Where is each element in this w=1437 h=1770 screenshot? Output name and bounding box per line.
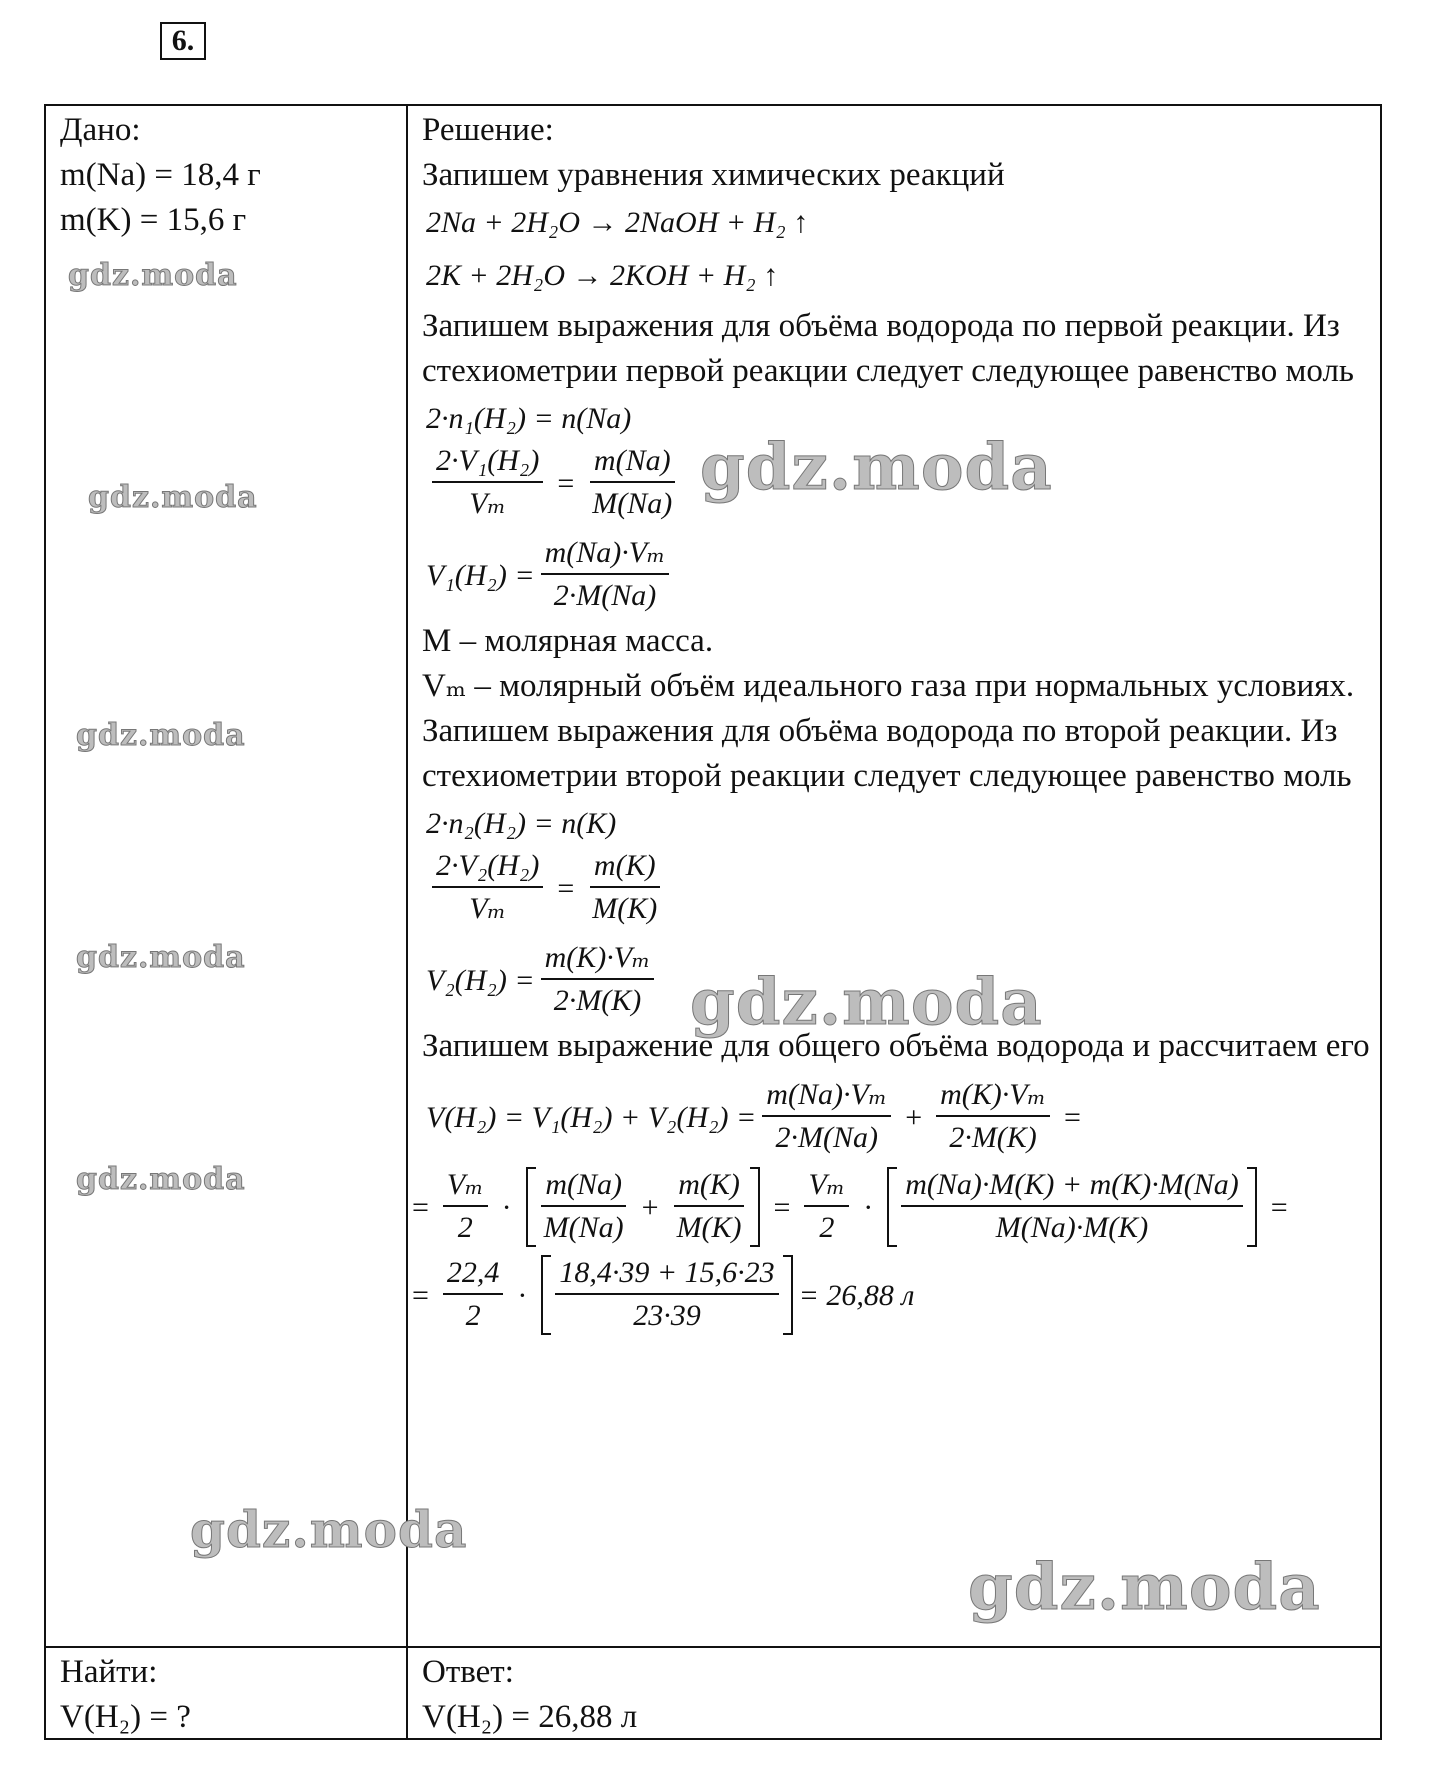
fraction bbox=[936, 1077, 1050, 1157]
equation-lhs: V₂(H₂) = bbox=[426, 963, 535, 997]
denominator: 2 bbox=[819, 1211, 835, 1244]
equals-sign: = bbox=[557, 466, 575, 500]
numerator: 22,4 bbox=[443, 1255, 504, 1295]
fraction bbox=[901, 1167, 1243, 1247]
bracket-group bbox=[887, 1167, 1257, 1247]
given-cell bbox=[60, 108, 400, 243]
fraction bbox=[540, 1167, 628, 1247]
denominator: M(K) bbox=[592, 892, 658, 925]
fraction bbox=[443, 1167, 488, 1247]
numerator: m(K)·Vₘ bbox=[541, 940, 655, 980]
equation-lhs: V(H₂) = V₁(H₂) + V₂(H₂) = bbox=[426, 1100, 757, 1134]
fraction bbox=[541, 940, 655, 1020]
denominator: 2·M(K) bbox=[949, 1121, 1037, 1154]
numerator: m(K) bbox=[674, 1167, 744, 1207]
numerator: Vₘ bbox=[804, 1167, 849, 1207]
denominator: 2 bbox=[457, 1211, 473, 1244]
denominator: M(K) bbox=[676, 1211, 742, 1244]
result-value: = 26,88 л bbox=[798, 1278, 915, 1312]
denominator: Vₘ bbox=[469, 892, 507, 925]
equation-moles-1: 2·n₁(H₂) = n(Na) bbox=[426, 402, 632, 435]
equals-sign: = bbox=[557, 871, 575, 905]
dot-sign: · bbox=[517, 1278, 528, 1312]
denominator: 2 bbox=[465, 1299, 481, 1332]
equation-total-volume-expanded bbox=[412, 1167, 1372, 1247]
answer-cell bbox=[422, 1650, 1372, 1740]
find-cell bbox=[60, 1650, 400, 1740]
watermark: gdz.moda bbox=[700, 430, 1053, 505]
watermark: gdz.moda bbox=[76, 718, 246, 753]
row-divider bbox=[46, 1646, 1380, 1648]
numerator: m(Na) bbox=[541, 1167, 626, 1207]
plus-sign: + bbox=[641, 1190, 659, 1224]
paragraph-total-volume: Запишем выражение для общего объёма водорода и рассчитаем его bbox=[422, 1028, 1370, 1064]
numerator: m(Na)·Vₘ bbox=[762, 1077, 891, 1117]
denominator: M(Na) bbox=[592, 487, 673, 520]
numerator: m(Na)·M(K) + m(K)·M(Na) bbox=[901, 1167, 1243, 1207]
task-number: 6. bbox=[160, 22, 206, 60]
definition-molar-volume: Vₘ – молярный объём идеального газа при нормальных условиях. bbox=[422, 668, 1355, 704]
numerator: 18,4·39 + 15,6·23 bbox=[555, 1255, 778, 1295]
equation-volume-ratio-1 bbox=[426, 443, 1372, 523]
equation-total-volume bbox=[426, 1077, 1372, 1157]
fraction bbox=[762, 1077, 891, 1157]
solution-intro: Запишем уравнения химических реакций bbox=[422, 157, 1005, 193]
bracket-group bbox=[526, 1167, 760, 1247]
denominator: 2·M(K) bbox=[553, 984, 642, 1017]
fraction bbox=[588, 848, 661, 928]
dot-sign: · bbox=[863, 1190, 874, 1224]
denominator: Vₘ bbox=[469, 487, 507, 520]
denominator: M(Na) bbox=[543, 1211, 624, 1244]
definition-molar-mass: M – молярная масса. bbox=[422, 623, 714, 659]
numerator: m(K)·Vₘ bbox=[936, 1077, 1050, 1117]
numerator: m(K) bbox=[590, 848, 660, 888]
equals-sign: = bbox=[412, 1190, 429, 1224]
paragraph-second-reaction: Запишем выражения для объёма водорода по второй реакции. Из стехиометрии второй реакции следует следующее равенство моль bbox=[422, 713, 1352, 794]
equation-moles-2: 2·n₂(H₂) = n(K) bbox=[426, 807, 617, 840]
watermark: gdz.moda bbox=[76, 1162, 246, 1197]
fraction bbox=[555, 1255, 778, 1335]
equation-volume-2 bbox=[426, 940, 1372, 1020]
fraction bbox=[432, 848, 543, 928]
equation-volume-1 bbox=[426, 535, 1372, 615]
bracket-group bbox=[541, 1255, 792, 1335]
answer-title: Ответ: bbox=[422, 1654, 514, 1690]
equals-sign: = bbox=[1270, 1190, 1288, 1224]
fraction bbox=[673, 1167, 746, 1247]
fraction bbox=[432, 443, 543, 523]
equation-numeric-result bbox=[412, 1255, 1372, 1335]
numerator: m(Na) bbox=[590, 443, 675, 483]
equation-lhs: V₁(H₂) = bbox=[426, 558, 535, 592]
fraction bbox=[541, 535, 670, 615]
reaction-2: 2K + 2H₂O → 2KOH + H₂ ↑ bbox=[426, 259, 779, 292]
reaction-1: 2Na + 2H₂O → 2NaOH + H₂ ↑ bbox=[426, 206, 809, 239]
fraction bbox=[443, 1255, 504, 1335]
find-unknown: V(H₂) = ? bbox=[60, 1699, 191, 1735]
fraction bbox=[804, 1167, 849, 1247]
watermark: gdz.moda bbox=[968, 1550, 1321, 1625]
paragraph-first-reaction: Запишем выражения для объёма водорода по первой реакции. Из стехиометрии первой реакции следует следующее равенство моль bbox=[422, 308, 1354, 389]
plus-sign: + bbox=[905, 1100, 923, 1134]
answer-value: V(H₂) = 26,88 л bbox=[422, 1699, 638, 1735]
numerator: 2·V₁(H₂) bbox=[432, 443, 543, 483]
given-mass-na: m(Na) = 18,4 г bbox=[60, 157, 261, 193]
numerator: m(Na)·Vₘ bbox=[541, 535, 670, 575]
watermark: gdz.moda bbox=[690, 965, 1043, 1040]
given-title: Дано: bbox=[60, 112, 141, 148]
denominator: M(Na)·M(K) bbox=[995, 1211, 1149, 1244]
equals-sign: = bbox=[773, 1190, 791, 1224]
denominator: 2·M(Na) bbox=[775, 1121, 878, 1154]
dot-sign: · bbox=[501, 1190, 512, 1224]
denominator: 2·M(Na) bbox=[553, 579, 657, 612]
solution-table bbox=[44, 104, 1382, 1740]
given-mass-k: m(K) = 15,6 г bbox=[60, 202, 247, 238]
equals-sign: = bbox=[1064, 1100, 1081, 1134]
column-divider bbox=[406, 106, 408, 1738]
fraction bbox=[588, 443, 676, 523]
watermark: gdz.moda bbox=[76, 940, 246, 975]
solution-cell bbox=[412, 108, 1372, 1337]
watermark: gdz.moda bbox=[68, 258, 238, 293]
equals-sign: = bbox=[412, 1278, 429, 1312]
watermark: gdz.moda bbox=[88, 480, 258, 515]
numerator: Vₘ bbox=[443, 1167, 488, 1207]
solution-title: Решение: bbox=[422, 112, 554, 148]
watermark: gdz.moda bbox=[190, 1500, 468, 1559]
find-title: Найти: bbox=[60, 1654, 158, 1690]
numerator: 2·V₂(H₂) bbox=[432, 848, 543, 888]
denominator: 23·39 bbox=[633, 1299, 701, 1332]
equation-volume-ratio-2 bbox=[426, 848, 1372, 928]
